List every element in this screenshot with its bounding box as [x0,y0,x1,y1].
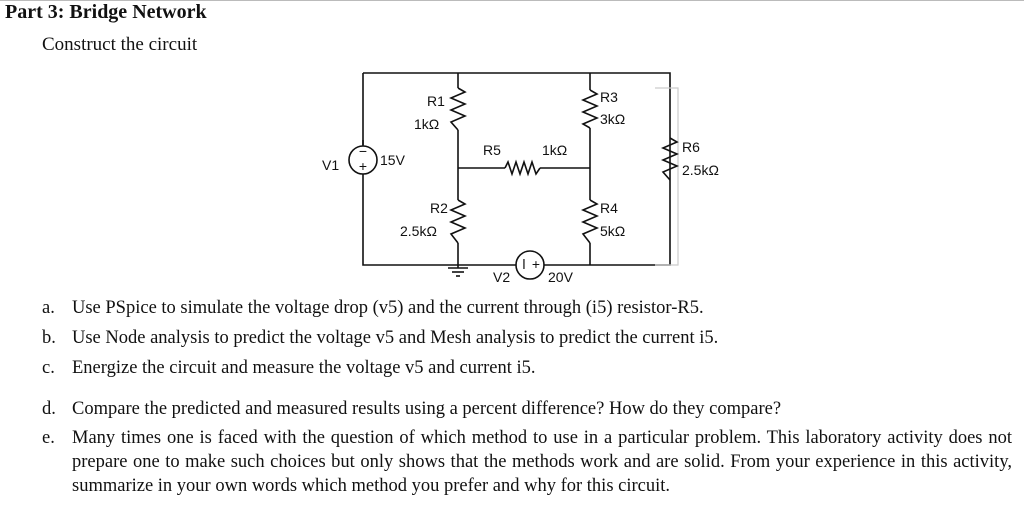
v2-minus-icon: ǀ [522,256,526,272]
r1-resistor [451,88,465,130]
v2-name-label: V2 [493,269,511,285]
r5-value-label: 1kΩ [542,142,568,158]
question-label: c. [42,358,55,378]
question-text: Use PSpice to simulate the voltage drop (v5) and the current through (i5) resistor-R5. [72,298,704,318]
r1-value-label: 1kΩ [414,116,440,132]
r4-value-label: 5kΩ [600,223,626,239]
r2-resistor [451,200,465,243]
bridge-circuit-diagram [0,60,760,290]
question-label: b. [42,328,56,348]
r3-name-label: R3 [600,89,618,105]
question-label: d. [42,399,56,419]
section-heading: Part 3: Bridge Network [5,1,207,23]
r5-resistor [505,162,540,174]
question-text: Energize the circuit and measure the voltage v5 and current i5. [72,358,536,378]
question-text: Compare the predicted and measured results using a percent difference? How do they compare? [72,399,782,419]
v1-plus-icon: + [358,158,368,174]
r6-value-label: 2.5kΩ [682,162,719,178]
v1-name-label: V1 [322,157,340,173]
r3-value-label: 3kΩ [600,111,626,127]
r5-name-label: R5 [483,142,501,158]
question-label: e. [42,428,55,448]
r4-resistor [583,200,597,243]
v1-minus-icon: − [358,143,368,159]
r2-value-label: 2.5kΩ [400,223,437,239]
r2-name-label: R2 [430,200,448,216]
r4-name-label: R4 [600,200,618,216]
r6-name-label: R6 [682,139,700,155]
question-text: Use Node analysis to predict the voltage v5 and Mesh analysis to predict the current i5. [72,328,719,348]
r1-name-label: R1 [427,93,445,109]
v1-value-label: 15V [380,152,405,168]
v2-value-label: 20V [548,269,573,285]
v2-plus-icon: + [531,256,541,272]
question-text: Many times one is faced with the question of which method to use in a particular problem. This laboratory activity does not prepare one to make such choices but only shows that the methods work and are solid. From your experience in this activity, summarize in your own words which method you prefer and why for this circuit. [72,428,1012,496]
question-label: a. [42,298,55,318]
section-subheading: Construct the circuit [42,34,198,55]
r3-resistor [583,90,597,128]
ground-icon [448,265,468,276]
